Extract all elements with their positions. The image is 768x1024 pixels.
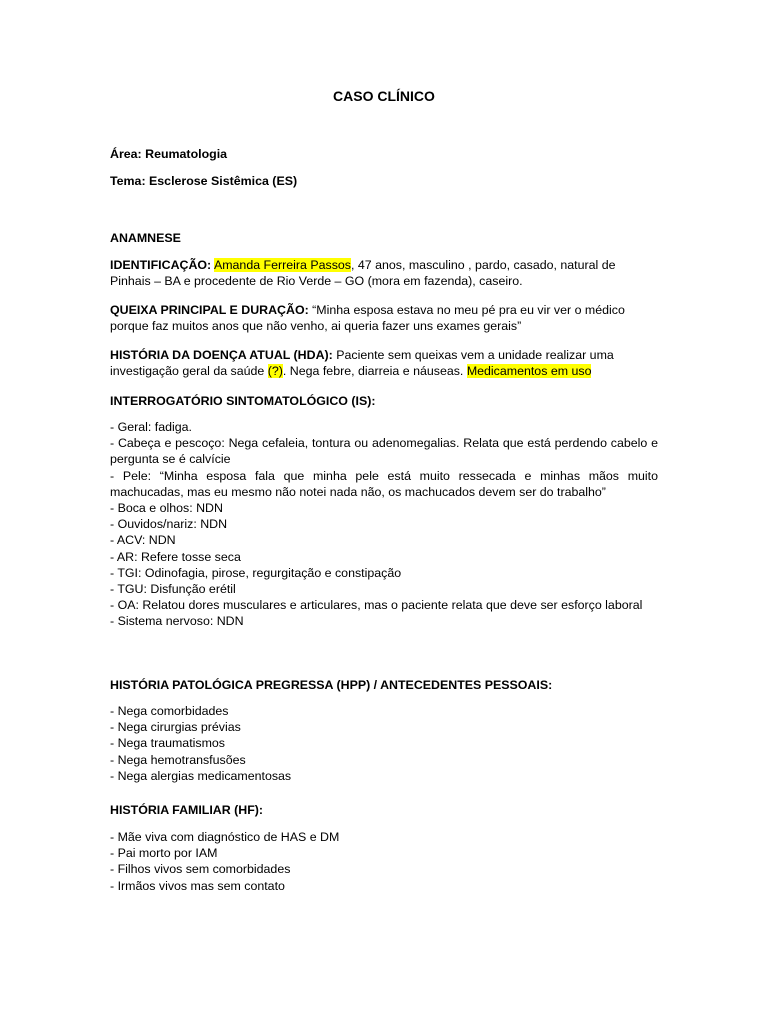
identificacao-label: IDENTIFICAÇÃO: <box>110 258 212 272</box>
queixa-text: “Minha esposa estava no meu pé pra eu vir ver o médico <box>308 303 625 317</box>
queixa-paragraph <box>110 302 658 334</box>
is-list <box>110 419 658 630</box>
list-item: - Nega alergias medicamentosas <box>110 768 292 783</box>
hpp-list <box>110 703 658 784</box>
is-item-boca: - Boca e olhos: NDN <box>110 501 223 516</box>
is-item-cabeca: - Cabeça e pescoço: Nega cefaleia, tontura ou adenomegalias. Relata que está perdendo cabelo e pergunta se é calvície <box>110 436 658 467</box>
is-item-oa: - OA: Relatou dores musculares e articulares, mas o paciente relata que deve ser esforço laboral <box>110 598 643 613</box>
hda-paragraph <box>110 347 658 379</box>
identificacao-paragraph <box>110 257 658 289</box>
hda-label: HISTÓRIA DA DOENÇA ATUAL (HDA): <box>110 348 333 362</box>
is-item-pele: - Pele: “Minha esposa fala que minha pele está muito ressecada e minhas mãos muito machucadas, mas eu mesmo não notei nada não, os machucados devem ser do trabalho” <box>110 468 658 499</box>
hf-heading: HISTÓRIA FAMILIAR (HF): <box>110 803 264 817</box>
is-heading: INTERROGATÓRIO SINTOMATOLÓGICO (IS): <box>110 394 376 408</box>
hf-list <box>110 829 658 894</box>
list-item: - Mãe viva com diagnóstico de HAS e DM <box>110 830 340 844</box>
tema-line: Tema: Esclerose Sistêmica (ES) <box>110 174 298 188</box>
list-item: - Nega hemotransfusões <box>110 752 246 767</box>
patient-name-highlight: Amanda Ferreira Passos <box>213 258 351 272</box>
is-item-ouvidos: - Ouvidos/nariz: NDN <box>110 517 228 532</box>
is-item-acv: - ACV: NDN <box>110 533 176 548</box>
list-item: - Pai morto por IAM <box>110 846 218 861</box>
anamnese-heading: ANAMNESE <box>110 231 181 245</box>
list-item: - Filhos vivos sem comorbidades <box>110 862 291 877</box>
hda-text-line2b: . Nega febre, diarreia e náuseas. <box>282 364 467 379</box>
hda-text: Paciente sem queixas vem a unidade realizar uma <box>332 348 614 362</box>
area-line: Área: Reumatologia <box>110 147 228 161</box>
list-item: - Irmãos vivos mas sem contato <box>110 878 285 893</box>
hpp-heading: HISTÓRIA PATOLÓGICA PREGRESSA (HPP) / ANTECEDENTES PESSOAIS: <box>110 678 553 692</box>
medicamentos-highlight: Medicamentos em uso <box>466 364 592 379</box>
is-item-sn: - Sistema nervoso: NDN <box>110 614 244 629</box>
hda-text-line2a: investigação geral da saúde <box>110 364 268 379</box>
is-item-ar: - AR: Refere tosse seca <box>110 549 241 564</box>
identificacao-text-line2: Pinhais – BA e procedente de Rio Verde – GO (mora em fazenda), caseiro. <box>110 274 523 289</box>
is-item-tgi: - TGI: Odinofagia, pirose, regurgitação e constipação <box>110 565 402 580</box>
question-highlight: (?) <box>267 364 283 379</box>
queixa-text-line2: porque faz muitos anos que não venho, ai queria fazer uns exames gerais” <box>110 319 522 334</box>
list-item: - Nega comorbidades <box>110 704 229 718</box>
list-item: - Nega traumatismos <box>110 736 225 751</box>
identificacao-text: , 47 anos, masculino , pardo, casado, natural de <box>351 258 616 272</box>
queixa-label: QUEIXA PRINCIPAL E DURAÇÃO: <box>110 303 309 317</box>
document-title: CASO CLÍNICO <box>333 88 435 104</box>
is-item-tgu: - TGU: Disfunção erétil <box>110 582 236 597</box>
is-item-geral: - Geral: fadiga. <box>110 420 192 434</box>
list-item: - Nega cirurgias prévias <box>110 720 241 735</box>
